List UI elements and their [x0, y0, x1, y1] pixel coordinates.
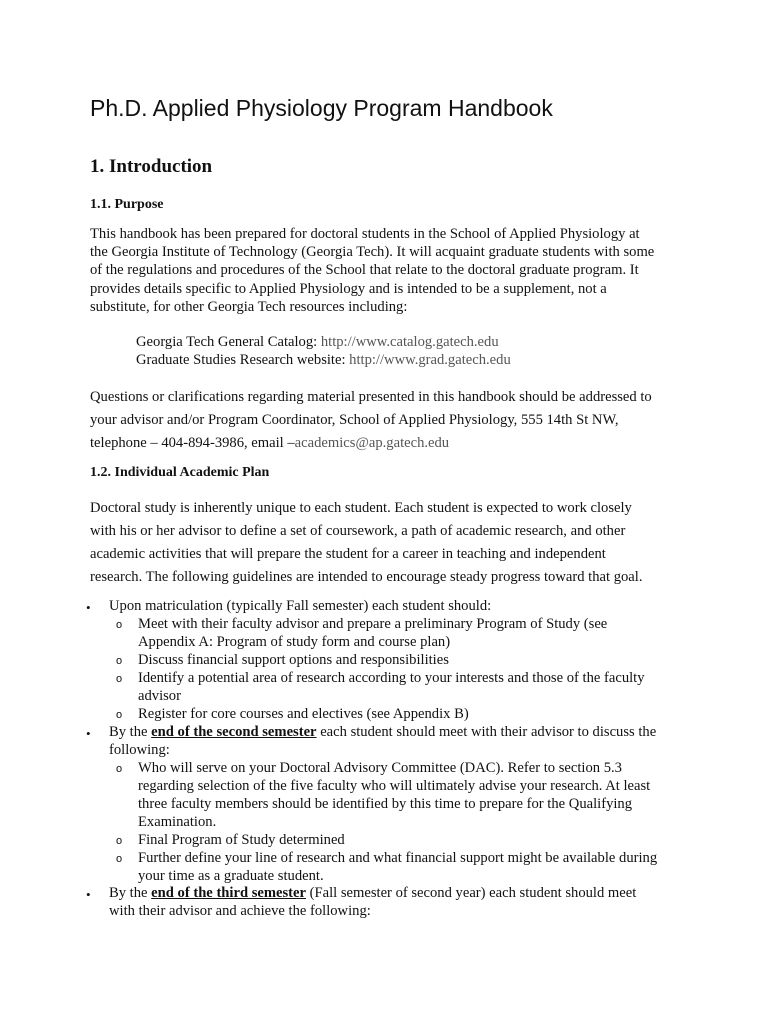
bullet-marker: • — [86, 726, 91, 741]
sub-item-line: Identify a potential area of research according to your interests and those of the faculty — [138, 670, 645, 686]
contact-line — [90, 432, 690, 455]
bullet-marker: • — [86, 600, 91, 615]
paragraph-line: of the regulations and procedures of the School that relate to the doctoral graduate program. It — [90, 262, 639, 279]
paragraph-line: Questions or clarifications regarding material presented in this handbook should be addressed to — [90, 389, 652, 405]
telephone-text: telephone – 404-894-3986, email – — [90, 435, 295, 451]
list-item-matriculation: Upon matriculation (typically Fall semester) each student should: — [109, 598, 492, 614]
sub-bullet-marker: o — [116, 655, 123, 667]
paragraph-line: academic activities that will prepare the student for a career in teaching and independent — [90, 546, 606, 562]
sub-item-line: Who will serve on your Doctoral Advisory Committee (DAC). Refer to section 5.3 — [138, 760, 622, 776]
list-item-continuation: following: — [109, 742, 170, 758]
paragraph-line: your advisor and/or Program Coordinator, School of Applied Physiology, 555 14th St NW, — [90, 412, 619, 428]
item-suffix: each student should meet with their advisor to discuss the — [316, 724, 657, 740]
emphasized-deadline: end of the second semester — [151, 724, 317, 740]
item-suffix: (Fall semester of second year) each student should meet — [306, 885, 637, 901]
sub-bullet-marker: o — [116, 673, 123, 685]
emphasized-deadline: end of the third semester — [151, 885, 306, 901]
paragraph-line: provides details specific to Applied Physiology and is intended to be a supplement, not a — [90, 280, 607, 297]
sub-item-line: Register for core courses and electives (see Appendix B) — [138, 706, 469, 722]
catalog-reference — [136, 333, 511, 351]
sub-item-line: your time as a graduate student. — [138, 868, 324, 884]
grad-studies-reference — [136, 351, 511, 369]
list-item-second-semester — [109, 723, 656, 741]
list-item-continuation: with their advisor and achieve the following: — [109, 903, 371, 919]
item-prefix: By the — [109, 724, 152, 740]
sub-item-line: regarding selection of the five faculty who will ultimately advise your research. At least — [138, 778, 651, 794]
section-heading-introduction: 1. Introduction — [90, 156, 213, 177]
sub-item-line: Meet with their faculty advisor and prepare a preliminary Program of Study (see — [138, 616, 608, 632]
catalog-link[interactable]: http://www.catalog.gatech.edu — [320, 334, 499, 350]
paragraph-line: This handbook has been prepared for doctoral students in the School of Applied Physiology at — [90, 226, 640, 242]
catalog-label: Georgia Tech General Catalog: — [136, 334, 321, 350]
paragraph-line: with his or her advisor to define a set of coursework, a path of academic research, and other — [90, 523, 626, 539]
academic-plan-paragraph — [90, 497, 690, 589]
sub-item-line: Appendix A: Program of study form and course plan) — [138, 634, 451, 650]
sub-item-line: three faculty members should be identified by this time to prepare for the Qualifying — [138, 796, 633, 812]
grad-studies-label: Graduate Studies Research website: — [136, 352, 350, 368]
bullet-marker: • — [86, 887, 91, 902]
list-item-third-semester — [109, 884, 636, 902]
document-title: Ph.D. Applied Physiology Program Handbook — [90, 95, 553, 121]
paragraph-line: research. The following guidelines are intended to encourage steady progress toward that goal. — [90, 569, 643, 585]
email-link[interactable]: academics@ap.gatech.edu — [294, 435, 450, 451]
subsection-heading-purpose: 1.1. Purpose — [90, 197, 164, 212]
sub-item-line: Final Program of Study determined — [138, 832, 345, 848]
sub-bullet-marker: o — [116, 709, 123, 721]
sub-bullet-marker: o — [116, 619, 123, 631]
paragraph-line: the Georgia Institute of Technology (Georgia Tech). It will acquaint graduate students with some — [90, 244, 655, 261]
sub-item-line: Further define your line of research and what financial support might be available during — [138, 850, 658, 866]
item-prefix: By the — [109, 885, 152, 901]
sub-item-line: advisor — [138, 688, 181, 704]
resource-links — [136, 333, 511, 369]
grad-studies-link[interactable]: http://www.grad.gatech.edu — [349, 352, 511, 368]
subsection-heading-academic-plan: 1.2. Individual Academic Plan — [90, 465, 270, 480]
sub-bullet-marker: o — [116, 763, 123, 775]
sub-bullet-marker: o — [116, 853, 123, 865]
paragraph-line: substitute, for other Georgia Tech resources including: — [90, 298, 408, 315]
paragraph-line: Doctoral study is inherently unique to each student. Each student is expected to work closely — [90, 500, 632, 516]
sub-item-line: Discuss financial support options and responsibilities — [138, 652, 449, 668]
sub-bullet-marker: o — [116, 835, 123, 847]
questions-paragraph — [90, 386, 690, 455]
purpose-paragraph — [90, 225, 690, 316]
sub-item-line: Examination. — [138, 814, 217, 830]
